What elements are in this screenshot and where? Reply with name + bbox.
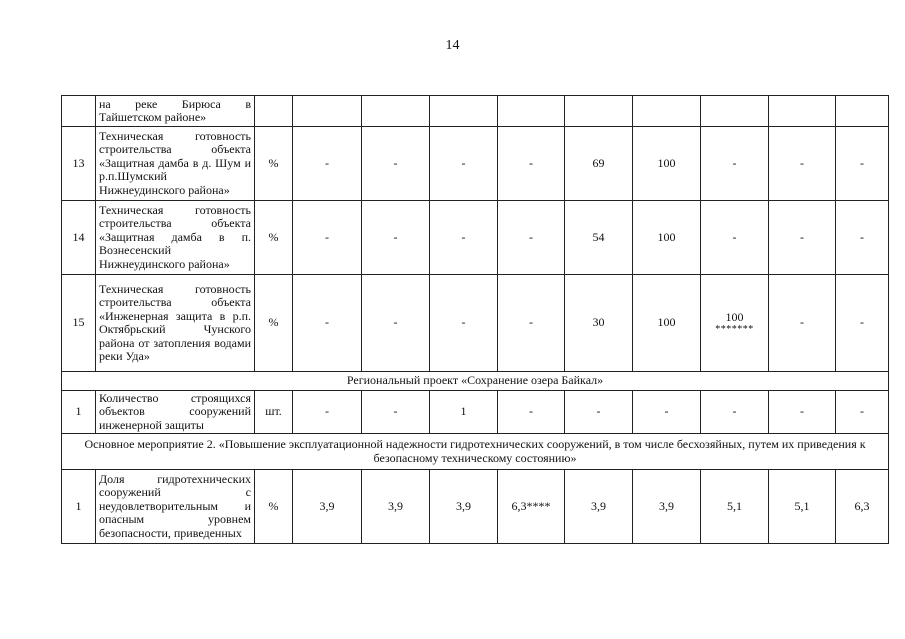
value-cell: 100: [633, 275, 701, 372]
value-cell: 54: [565, 201, 633, 275]
table-row: [62, 470, 889, 544]
indicator-name: Техническая готовность строительства объекта «Инженерная защита в р.п. Октябрьский Чунского района от затопления водами реки Уда»: [96, 275, 255, 372]
value-cell: -: [836, 127, 889, 201]
row-number: 1: [62, 470, 96, 544]
value-cell: -: [836, 275, 889, 372]
value-cell: [498, 96, 565, 127]
page-number: 14: [445, 38, 460, 53]
value-cell: 3,9: [362, 470, 430, 544]
unit-cell: %: [255, 201, 293, 275]
section-title-main-activity-2: Основное мероприятие 2. «Повышение эксплуатационной надежности гидротехнических сооружений, в том числе бесхозяйных, путем их приведения к безопасному техническому состоянию»: [62, 434, 889, 470]
value-cell: -: [701, 127, 769, 201]
value-cell: 5,1: [769, 470, 836, 544]
section-row: [62, 434, 889, 470]
value-cell: -: [836, 391, 889, 434]
value-cell: -: [836, 201, 889, 275]
value-cell: -: [293, 275, 362, 372]
value-cell: 1: [430, 391, 498, 434]
indicator-name: Техническая готовность строительства объекта «Защитная дамба в п. Вознесенский Нижнеудинского района»: [96, 201, 255, 275]
table-row: [62, 201, 889, 275]
value-cell-with-footnote: [701, 275, 769, 372]
table-row: [62, 96, 889, 127]
value-cell: 100: [633, 201, 701, 275]
row-number: 1: [62, 391, 96, 434]
section-row: [62, 372, 889, 391]
row-number: [62, 96, 96, 127]
value-cell: -: [701, 391, 769, 434]
row-number: 13: [62, 127, 96, 201]
value-cell: -: [362, 201, 430, 275]
value-cell: 3,9: [293, 470, 362, 544]
indicator-name: на реке Бирюса в Тайшетском районе»: [96, 96, 255, 127]
value-cell: [701, 96, 769, 127]
table-row: [62, 275, 889, 372]
table-row: [62, 127, 889, 201]
section-title-baikal: Региональный проект «Сохранение озера Байкал»: [62, 372, 889, 391]
value-cell: 69: [565, 127, 633, 201]
unit-cell: шт.: [255, 391, 293, 434]
value-cell: -: [362, 391, 430, 434]
value-cell: 100: [633, 127, 701, 201]
value-cell: [633, 96, 701, 127]
indicator-name: Доля гидротехнических сооружений с неудовлетворительным и опасным уровнем безопасности, приведенных: [96, 470, 255, 544]
value-cell: -: [498, 127, 565, 201]
unit-cell: [255, 96, 293, 127]
value-cell: -: [769, 275, 836, 372]
value-cell: 6,3****: [498, 470, 565, 544]
value-cell: -: [701, 201, 769, 275]
value-cell: -: [430, 127, 498, 201]
row-number: 14: [62, 201, 96, 275]
value-cell: -: [293, 127, 362, 201]
value-cell: 30: [565, 275, 633, 372]
value-cell: 3,9: [633, 470, 701, 544]
value-cell: 3,9: [565, 470, 633, 544]
value-cell: [836, 96, 889, 127]
value-cell: -: [769, 127, 836, 201]
value-cell: -: [498, 391, 565, 434]
table-row: [62, 391, 889, 434]
row-number: 15: [62, 275, 96, 372]
value-cell: -: [498, 201, 565, 275]
value-cell: -: [498, 275, 565, 372]
value-cell: 3,9: [430, 470, 498, 544]
value-cell: -: [430, 201, 498, 275]
value-cell: -: [293, 201, 362, 275]
value-cell: [565, 96, 633, 127]
value-text: 100: [725, 310, 744, 325]
value-cell: -: [293, 391, 362, 434]
unit-cell: %: [255, 275, 293, 372]
value-cell: 6,3: [836, 470, 889, 544]
value-cell: 5,1: [701, 470, 769, 544]
value-cell: [362, 96, 430, 127]
unit-cell: %: [255, 470, 293, 544]
value-cell: -: [430, 275, 498, 372]
value-cell: -: [769, 391, 836, 434]
value-cell: [769, 96, 836, 127]
value-cell: [430, 96, 498, 127]
value-cell: -: [362, 127, 430, 201]
indicators-table: [61, 95, 889, 544]
footnote-marker: *******: [715, 323, 754, 335]
value-cell: -: [769, 201, 836, 275]
value-cell: [293, 96, 362, 127]
value-cell: -: [362, 275, 430, 372]
indicator-name: Количество строящихся объектов сооружений инженерной защиты: [96, 391, 255, 434]
indicator-name: Техническая готовность строительства объекта «Защитная дамба в д. Шум и р.п.Шумский Нижнеудинского района»: [96, 127, 255, 201]
value-cell: -: [565, 391, 633, 434]
value-cell: -: [633, 391, 701, 434]
unit-cell: %: [255, 127, 293, 201]
